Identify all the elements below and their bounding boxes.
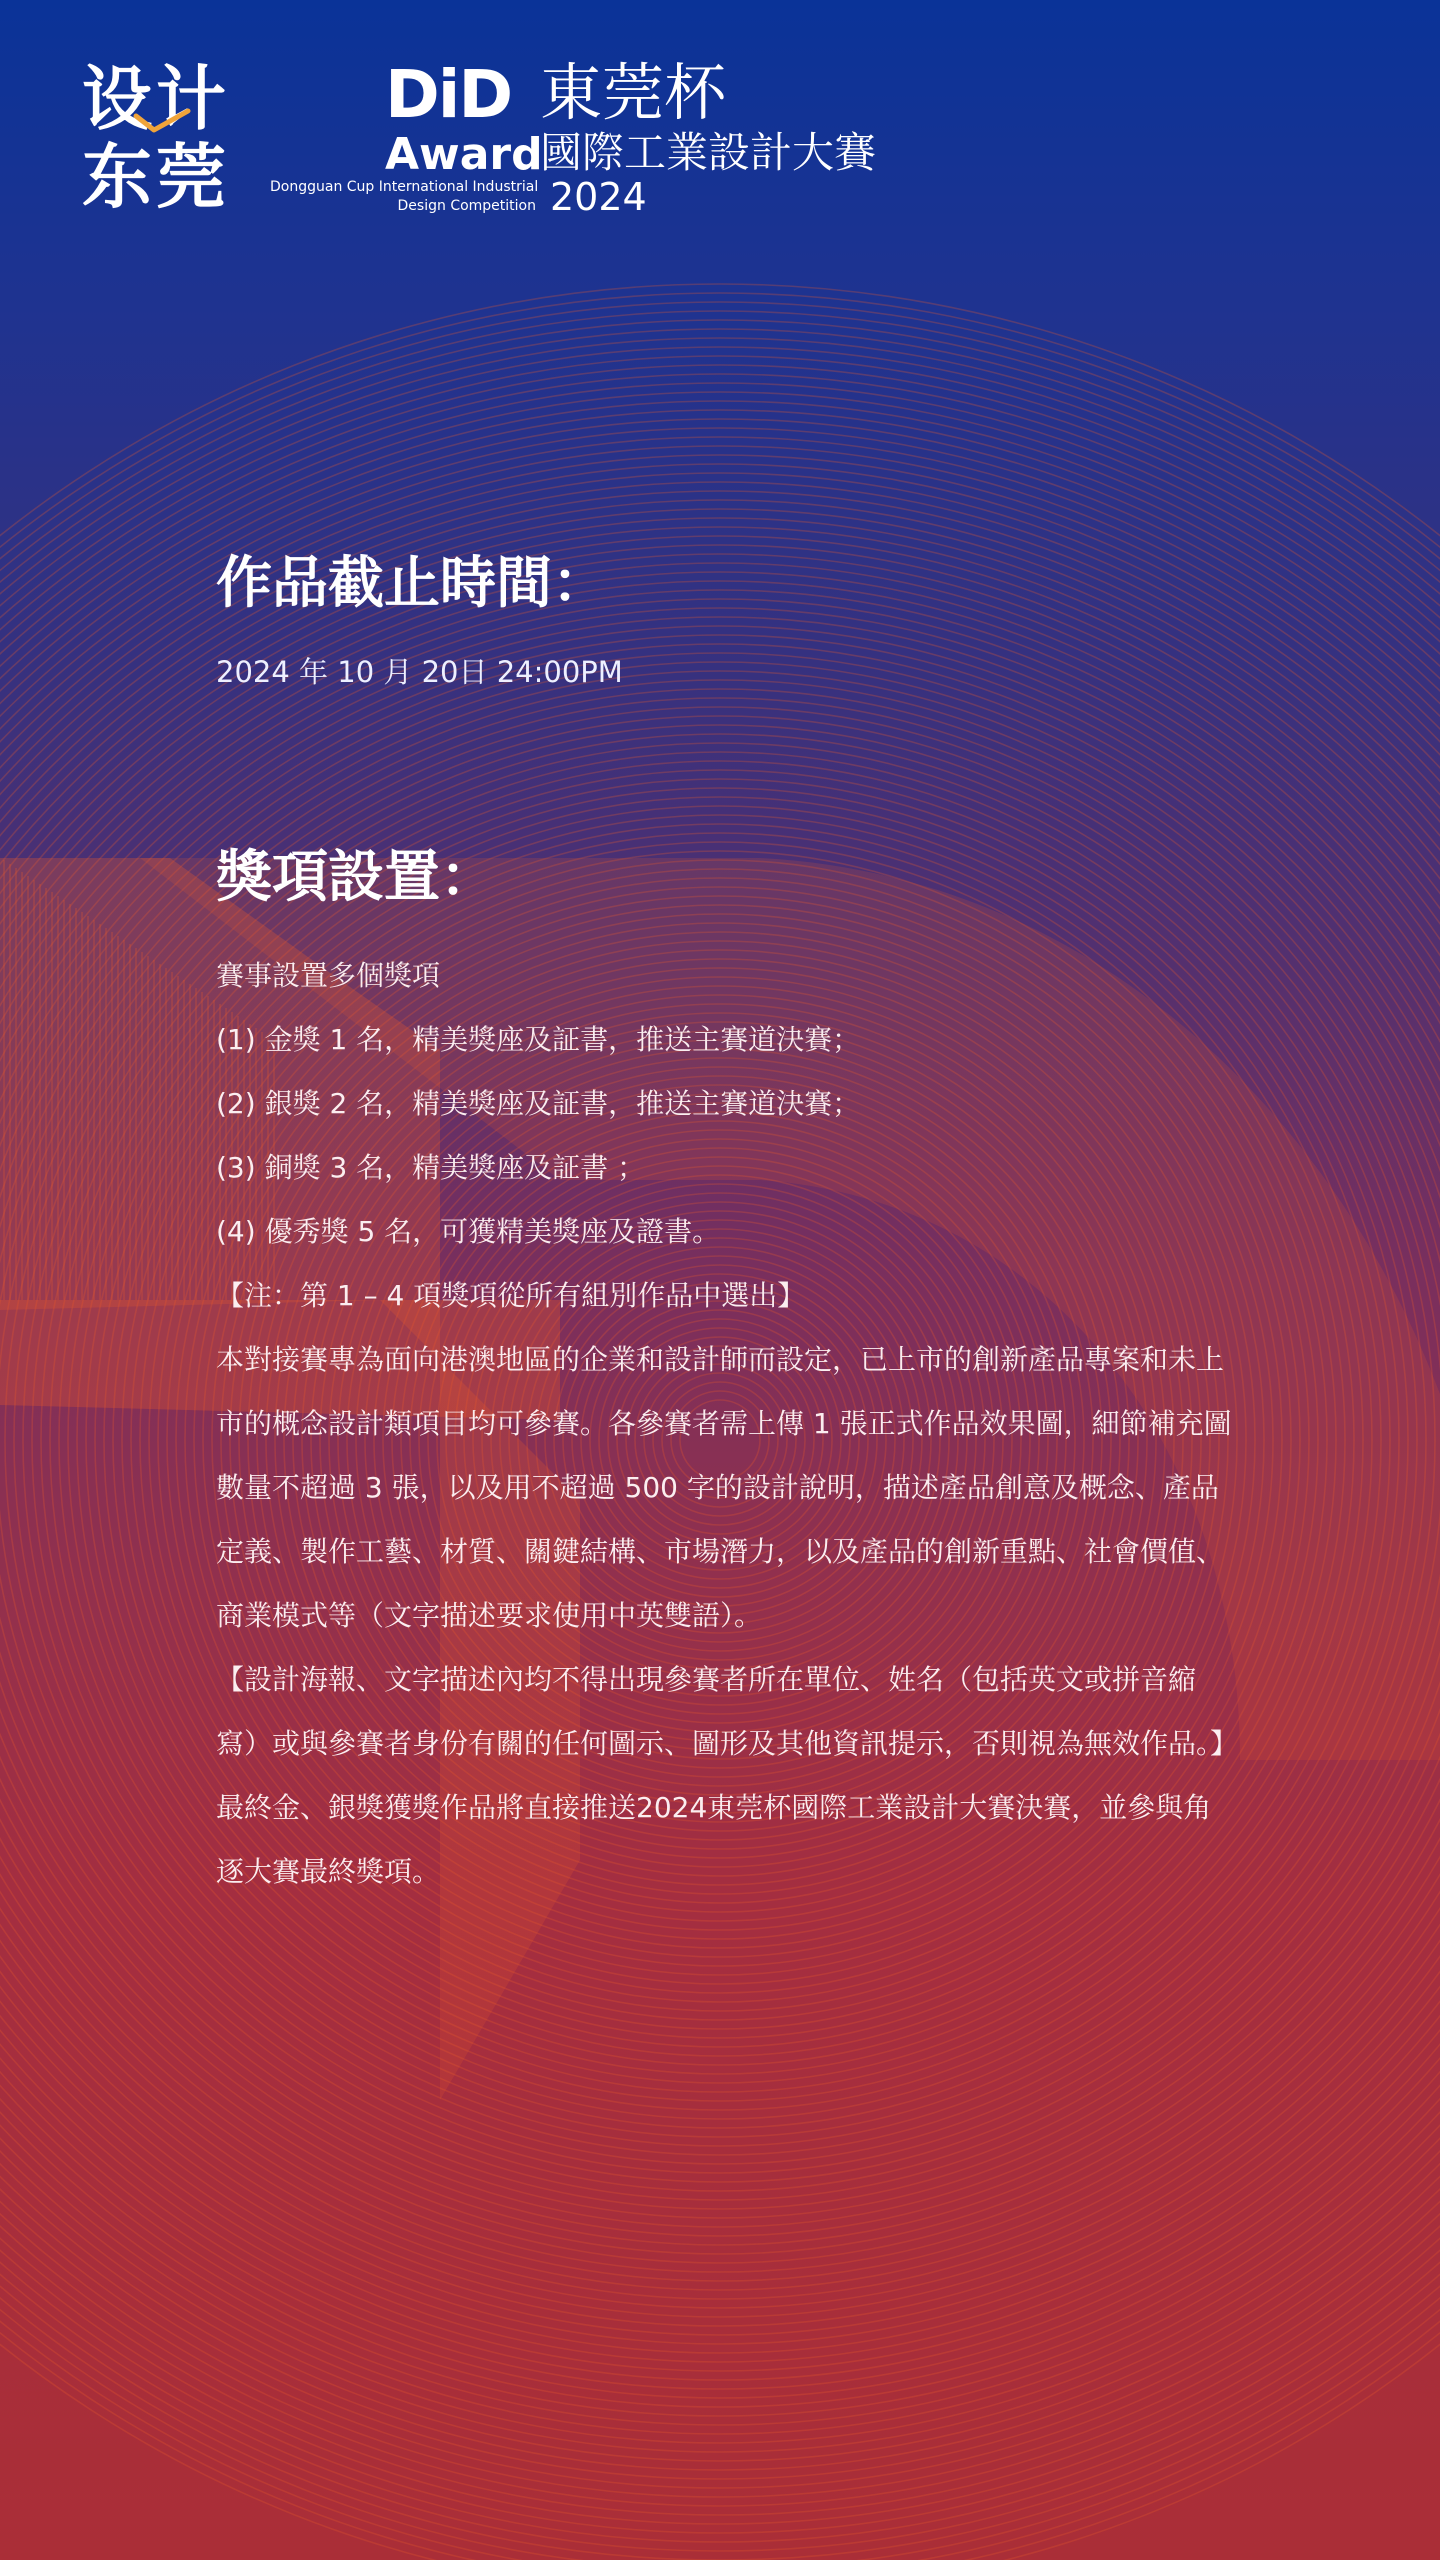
- sheji-dongguan-logo: [82, 60, 242, 216]
- competition-title-en: [270, 178, 539, 216]
- award-item-bronze: (3) 銅獎 3 名，精美獎座及証書 ；: [216, 1151, 646, 1184]
- final-note: 最終金、銀獎獲獎作品將直接推送2024東莞杯國際工業設計大賽決賽，並參與角逐大賽最終獎項。: [216, 1791, 1212, 1888]
- awards-intro: 賽事設置多個獎項: [216, 959, 441, 992]
- competition-description: 本對接賽專為面向港澳地區的企業和設計師而設定，已上市的創新產品專案和未上市的概念設計類項目均可參賽。各參賽者需上傳 1 張正式作品效果圖，細節補充圖數量不超過 3 張，以及用不超過 500 字的設計說明，描述產品創意及概念、產品定義、製作工藝、材質、關鍵結構、市場潛力，以及產品的創新重點、社會價值、商業模式等（文字描述要求使用中英雙語）。: [216, 1343, 1232, 1632]
- logo-line-1: 设计: [82, 58, 230, 140]
- competition-year: 2024: [550, 175, 647, 219]
- logo-line-2: 东莞: [82, 136, 230, 218]
- cup-title-cn: 東莞杯: [540, 56, 727, 129]
- competition-title-cn: 國際工業設計大賽: [540, 128, 877, 177]
- award-wordmark: Award: [385, 129, 543, 180]
- deadline-value: 2024 年 10 月 20日 24:00PM: [216, 655, 623, 689]
- en-title-line-1: Dongguan Cup International Industrial: [270, 179, 539, 195]
- deadline-title: 作品截止時間：: [216, 551, 608, 616]
- anonymity-warning: 【設計海報、文字描述內均不得出現參賽者所在單位、姓名（包括英文或拼音縮寫）或與參賽者身份有關的任何圖示、圖形及其他資訊提示，否則視為無效作品。】: [216, 1663, 1239, 1760]
- award-item-excellence: (4) 優秀獎 5 名，可獲精美獎座及證書。: [216, 1215, 721, 1248]
- header: [0, 0, 1440, 240]
- check-mark-icon: [132, 108, 192, 134]
- did-wordmark: DiD: [385, 56, 512, 133]
- awards-note: 【注：第 1 – 4 項獎項從所有組別作品中選出】: [216, 1279, 806, 1312]
- award-item-gold: (1) 金獎 1 名，精美獎座及証書，推送主賽道決賽；: [216, 1023, 861, 1056]
- awards-text-block: [216, 944, 1239, 1904]
- awards-title: 獎項設置：: [216, 845, 496, 910]
- en-title-line-2: Design Competition: [397, 198, 536, 214]
- award-item-silver: (2) 銀獎 2 名，精美獎座及証書，推送主賽道決賽；: [216, 1087, 861, 1120]
